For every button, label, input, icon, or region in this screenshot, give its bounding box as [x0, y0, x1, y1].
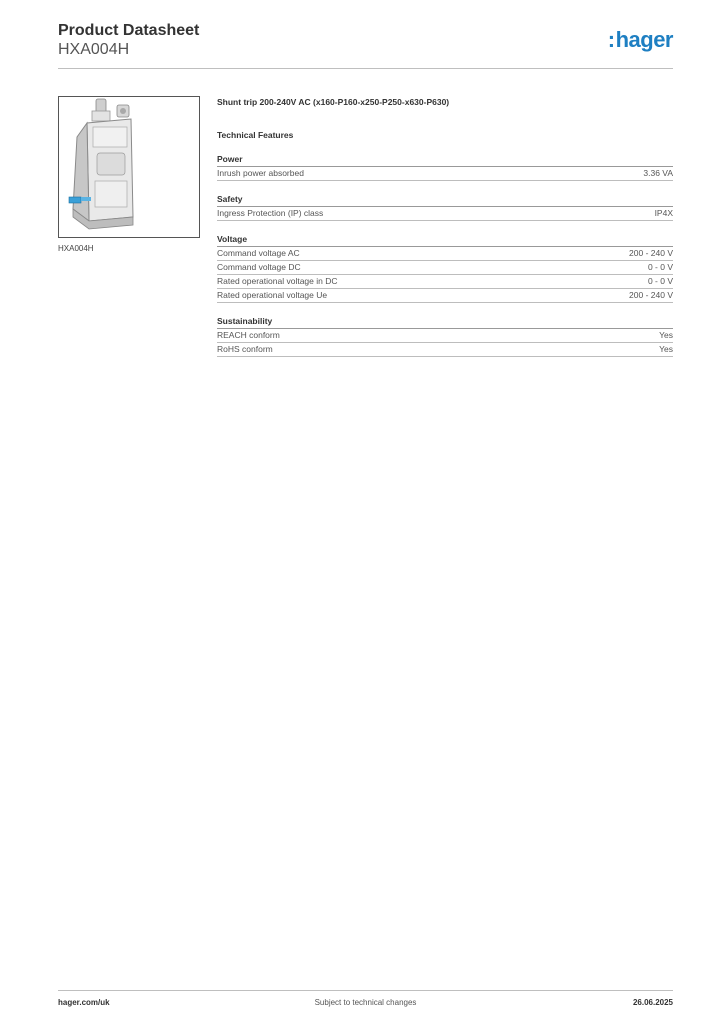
spec-value: IP4X: [654, 208, 673, 218]
footer-date: 26.06.2025: [632, 998, 673, 1007]
section-sustainability: [217, 315, 673, 357]
spec-row: [217, 247, 673, 261]
spec-row: [217, 261, 673, 275]
spec-label: REACH conform: [217, 330, 280, 340]
hager-logo: :hager: [607, 27, 673, 52]
spec-value: Yes: [659, 344, 673, 354]
spec-label: Inrush power absorbed: [217, 168, 304, 178]
product-image: [58, 96, 200, 238]
spec-row: [217, 343, 673, 357]
section-safety: [217, 193, 673, 221]
spec-label: RoHS conform: [217, 344, 273, 354]
logo-text: hager: [615, 27, 673, 52]
product-title: Shunt trip 200-240V AC (x160-P160-x250-P250-x630-P630): [217, 97, 450, 107]
page-header: [58, 22, 673, 59]
spec-label: Ingress Protection (IP) class: [217, 208, 324, 218]
spec-value: Yes: [659, 330, 673, 340]
footer-notice: Subject to technical changes: [314, 998, 417, 1007]
spec-value: 3.36 VA: [643, 168, 673, 178]
spec-value: 200 - 240 V: [629, 248, 673, 258]
spec-value: 0 - 0 V: [647, 262, 673, 272]
spec-row: [217, 167, 673, 181]
section-power: [217, 153, 673, 181]
spec-row: [217, 329, 673, 343]
technical-content: [217, 96, 673, 357]
spec-row: [217, 207, 673, 221]
footer-website-link[interactable]: hager.com/uk: [58, 998, 110, 1007]
spec-row: [217, 289, 673, 303]
section-title: Sustainability: [217, 315, 673, 329]
image-caption: HXA004H: [58, 244, 94, 253]
section-title: Safety: [217, 193, 673, 207]
technical-features-heading: Technical Features: [217, 130, 294, 140]
section-title: Power: [217, 153, 673, 167]
spec-value: 200 - 240 V: [629, 290, 673, 300]
spec-label: Command voltage DC: [217, 262, 301, 272]
spec-row: [217, 275, 673, 289]
product-code: HXA004H: [58, 41, 130, 58]
shunt-trip-illustration: [59, 97, 199, 237]
page-title: Product Datasheet: [58, 22, 200, 39]
spec-label: Rated operational voltage Ue: [217, 290, 328, 300]
spec-label: Rated operational voltage in DC: [217, 276, 338, 286]
spec-label: Command voltage AC: [217, 248, 300, 258]
section-title: Voltage: [217, 233, 673, 247]
section-voltage: [217, 233, 673, 303]
spec-value: 0 - 0 V: [647, 276, 673, 286]
footer-divider: [58, 990, 673, 991]
header-divider: [58, 68, 673, 69]
